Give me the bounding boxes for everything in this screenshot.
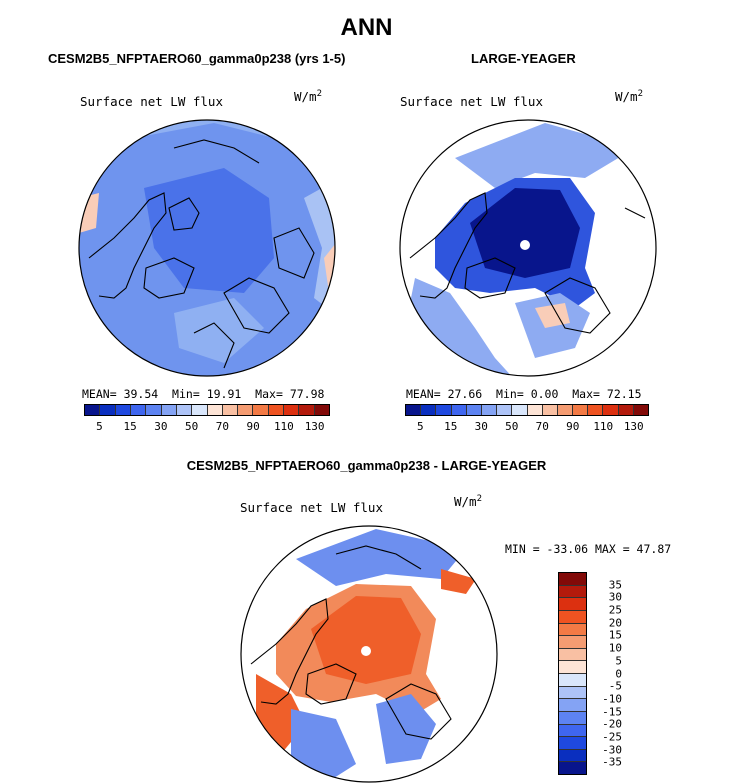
- model-units-label: $W/m^2$: [294, 89, 322, 105]
- obs-colorbar-ticks: [405, 420, 649, 434]
- model-stats: MEAN= 39.54 Min= 19.91 Max= 77.98: [82, 387, 325, 401]
- colorbar-swatch: [559, 611, 586, 624]
- obs-colorbar: [405, 404, 649, 416]
- colorbar-tick-label: 0: [615, 667, 622, 680]
- obs-units-label: $W/m^2$: [615, 89, 643, 105]
- colorbar-tick-label: 90: [566, 420, 580, 433]
- figure-title: ANN: [340, 14, 393, 41]
- colorbar-swatch: [482, 405, 497, 415]
- colorbar-swatch: [559, 750, 586, 763]
- colorbar-tick-label: 5: [96, 420, 103, 433]
- colorbar-tick-label: -10: [602, 692, 622, 706]
- colorbar-tick-label: 50: [505, 420, 519, 433]
- colorbar-swatch: [559, 737, 586, 750]
- colorbar-swatch: [559, 661, 586, 674]
- colorbar-tick-label: 90: [246, 420, 260, 433]
- colorbar-swatch: [284, 405, 299, 415]
- colorbar-swatch: [162, 405, 177, 415]
- diff-variable-label: Surface net LW flux: [240, 500, 383, 515]
- diff-colorbar: [558, 572, 587, 775]
- colorbar-swatch: [559, 649, 586, 662]
- colorbar-tick-label: 130: [623, 420, 644, 433]
- colorbar-swatch: [512, 405, 527, 415]
- colorbar-swatch: [634, 405, 648, 415]
- colorbar-tick-label: 25: [608, 603, 622, 617]
- model-polar-map: [74, 118, 340, 380]
- colorbar-swatch: [253, 405, 268, 415]
- colorbar-swatch: [559, 586, 586, 599]
- colorbar-swatch: [208, 405, 223, 415]
- colorbar-swatch: [315, 405, 329, 415]
- obs-stats: MEAN= 27.66 Min= 0.00 Max= 72.15: [406, 387, 642, 401]
- obs-panel-title: LARGE-YEAGER: [471, 51, 576, 66]
- colorbar-tick-label: 130: [304, 420, 325, 433]
- colorbar-swatch: [223, 405, 238, 415]
- colorbar-tick-label: 5: [416, 420, 424, 433]
- model-colorbar-ticks: [84, 420, 330, 434]
- colorbar-tick-label: 70: [215, 420, 229, 433]
- obs-polar-map: [395, 118, 661, 380]
- colorbar-tick-label: -35: [602, 755, 622, 769]
- colorbar-tick-label: 10: [608, 641, 622, 655]
- colorbar-swatch: [116, 405, 131, 415]
- colorbar-tick-label: 30: [154, 420, 168, 433]
- diff-units-label: $W/m^2$: [454, 494, 482, 510]
- colorbar-swatch: [238, 405, 253, 415]
- colorbar-swatch: [146, 405, 161, 415]
- colorbar-swatch: [436, 405, 451, 415]
- colorbar-tick-label: 50: [185, 420, 199, 433]
- colorbar-swatch: [559, 725, 586, 738]
- colorbar-swatch: [467, 405, 482, 415]
- diff-pole-marker: [361, 646, 371, 656]
- diff-panel-title: CESM2B5_NFPTAERO60_gamma0p238 - LARGE-YEAGER: [186, 458, 547, 473]
- colorbar-tick-label: -30: [602, 743, 622, 757]
- colorbar-swatch: [452, 405, 467, 415]
- model-variable-label: Surface net LW flux: [80, 94, 223, 109]
- colorbar-tick-label: 5: [615, 654, 622, 668]
- colorbar-swatch: [543, 405, 558, 415]
- colorbar-tick-label: 35: [608, 578, 622, 592]
- colorbar-tick-label: 15: [608, 628, 622, 642]
- colorbar-swatch: [559, 712, 586, 725]
- colorbar-tick-label: -15: [602, 705, 622, 719]
- colorbar-tick-label: -25: [602, 730, 622, 744]
- model-colorbar: [84, 404, 330, 416]
- colorbar-swatch: [573, 405, 588, 415]
- obs-variable-label: Surface net LW flux: [400, 94, 543, 109]
- colorbar-swatch: [100, 405, 115, 415]
- colorbar-swatch: [269, 405, 284, 415]
- colorbar-swatch: [559, 762, 586, 774]
- colorbar-swatch: [559, 699, 586, 712]
- colorbar-swatch: [559, 636, 586, 649]
- colorbar-tick-label: 30: [474, 420, 488, 433]
- colorbar-swatch: [559, 674, 586, 687]
- diff-polar-map: [236, 524, 502, 783]
- colorbar-swatch: [406, 405, 421, 415]
- colorbar-swatch: [603, 405, 618, 415]
- colorbar-swatch: [588, 405, 603, 415]
- diff-colorbar-ticks: [588, 572, 622, 775]
- colorbar-swatch: [177, 405, 192, 415]
- colorbar-tick-label: -20: [602, 717, 622, 731]
- colorbar-tick-label: 20: [608, 616, 622, 630]
- colorbar-tick-label: 30: [608, 590, 622, 604]
- colorbar-tick-label: 15: [123, 420, 137, 433]
- colorbar-swatch: [559, 573, 586, 586]
- colorbar-swatch: [85, 405, 100, 415]
- colorbar-swatch: [558, 405, 573, 415]
- colorbar-tick-label: -5: [608, 679, 622, 693]
- colorbar-tick-label: 70: [535, 420, 549, 433]
- colorbar-swatch: [559, 624, 586, 637]
- colorbar-swatch: [192, 405, 207, 415]
- colorbar-swatch: [528, 405, 543, 415]
- obs-pole-marker: [520, 240, 530, 250]
- colorbar-swatch: [559, 598, 586, 611]
- colorbar-tick-label: 110: [273, 420, 294, 433]
- colorbar-tick-label: 15: [444, 420, 458, 433]
- colorbar-tick-label: 110: [593, 420, 614, 433]
- colorbar-swatch: [559, 687, 586, 700]
- model-panel-title: CESM2B5_NFPTAERO60_gamma0p238 (yrs 1-5): [48, 51, 346, 66]
- colorbar-swatch: [497, 405, 512, 415]
- colorbar-swatch: [619, 405, 634, 415]
- colorbar-swatch: [421, 405, 436, 415]
- colorbar-swatch: [299, 405, 314, 415]
- colorbar-swatch: [131, 405, 146, 415]
- diff-minmax: MIN = -33.06 MAX = 47.87: [505, 542, 672, 556]
